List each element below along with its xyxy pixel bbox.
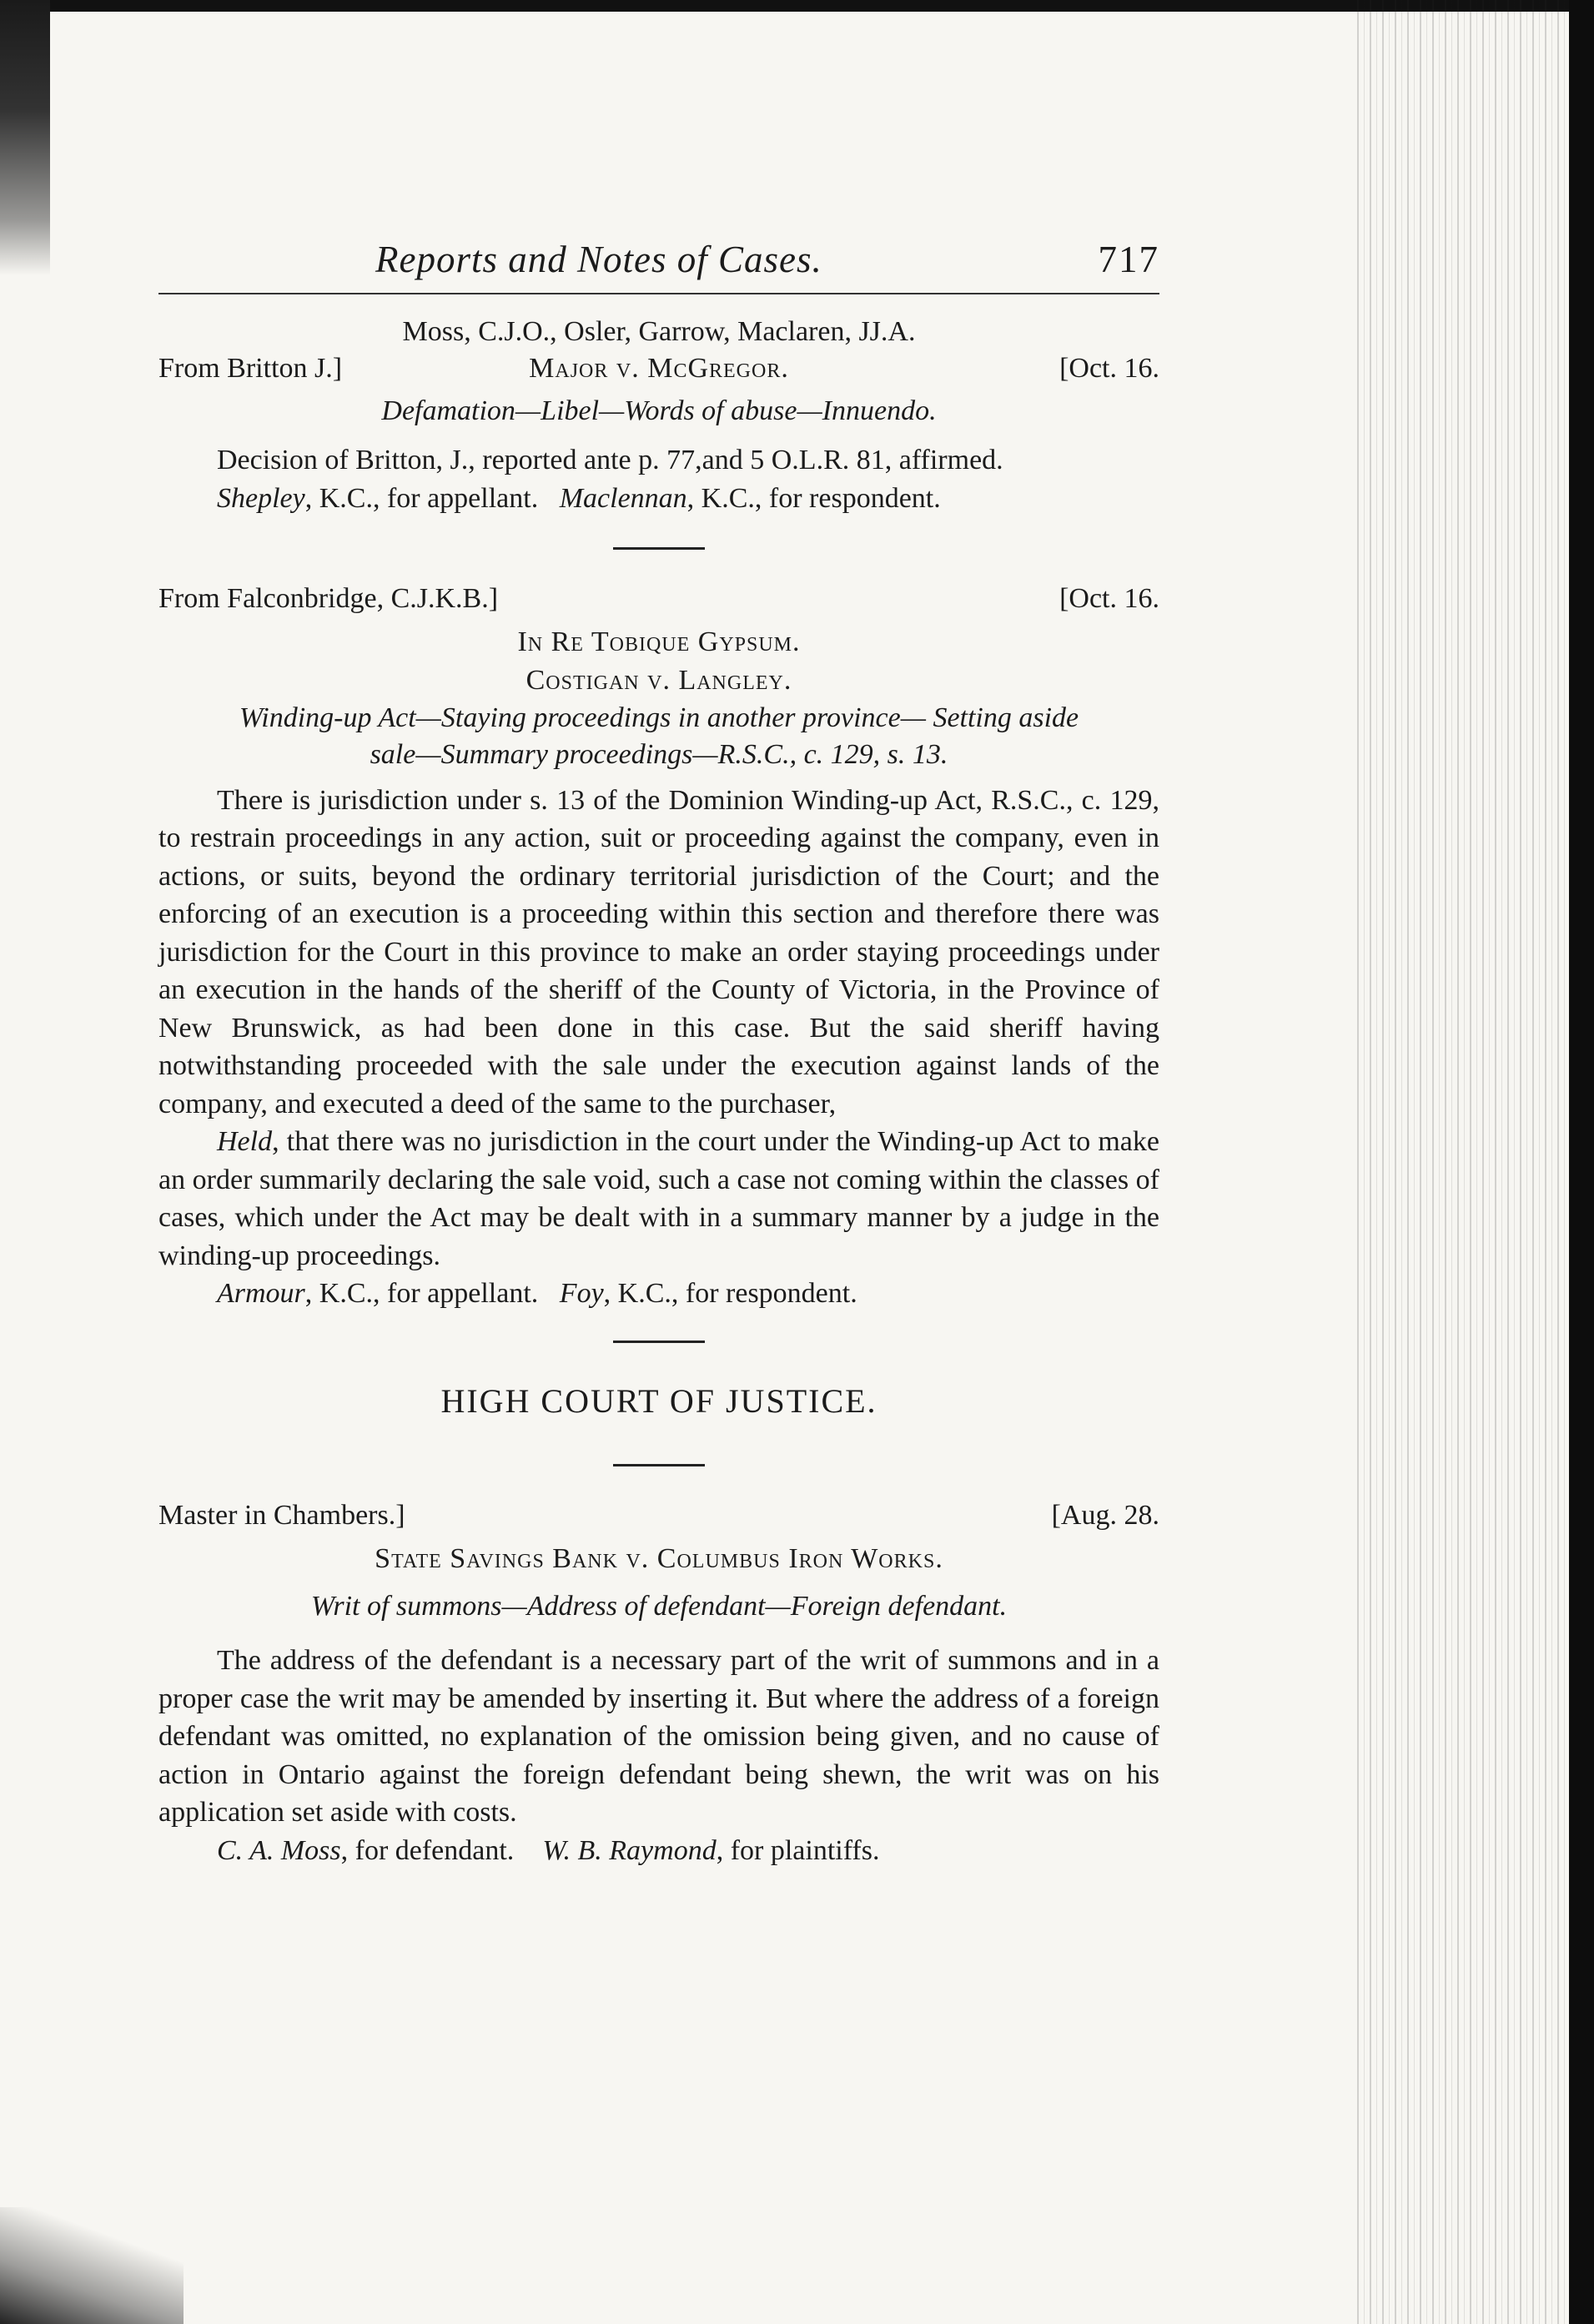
page-number: 717 (1098, 239, 1159, 280)
case-date: [Oct. 16. (1059, 582, 1159, 614)
page-header (158, 229, 1159, 288)
counsel-line (158, 1275, 1159, 1312)
case-body (158, 441, 1159, 480)
scan-edge-right (1569, 0, 1594, 2324)
held-text: , that there was no jurisdiction in the court under the Winding-up Act to make an order summarily declaring the sale void, such a case not coming within the classes of cases, which under the Act may be dealt with in a summary manner by a judge in the winding-up proceedings. (158, 1126, 1159, 1271)
plaintiff-counsel-role: , for plaintiffs. (716, 1834, 880, 1866)
case-title: Major v. McGregor. (529, 353, 789, 384)
page (158, 229, 1159, 1869)
plaintiff-counsel-name: W. B. Raymond (542, 1834, 717, 1866)
case-subject: Defamation—Libel—Words of abuse—Innuendo. (381, 395, 937, 426)
section-separator (613, 1341, 705, 1343)
held-word: Held (217, 1126, 273, 1157)
respondent-counsel-name: Foy (559, 1278, 604, 1309)
case-header-row (158, 353, 1159, 393)
appellant-counsel-name: Armour (217, 1278, 305, 1309)
bench-judges: Moss, C.J.O., Osler, Garrow, Maclaren, JJ.A. (402, 316, 916, 347)
respondent-counsel-role: , K.C., for respondent. (603, 1278, 857, 1309)
case-title-line-2: Costigan v. Langley. (525, 664, 792, 696)
appellant-counsel-role: , K.C., for appellant. (304, 482, 539, 514)
case-subject-line-2: sale—Summary proceedings—R.S.C., c. 129, s. 13. (370, 738, 948, 770)
section-separator (613, 547, 705, 550)
counsel-line (158, 480, 1159, 517)
defendant-counsel-name: C. A. Moss (217, 1834, 341, 1866)
case-from: From Britton J.] (158, 353, 343, 384)
running-title: Reports and Notes of Cases. (375, 239, 822, 280)
scan-shadow-bottom-left (0, 2207, 184, 2324)
case-from: From Falconbridge, C.J.K.B.] (158, 582, 499, 614)
case-state-savings-bank (158, 1500, 1159, 1869)
case-subject-line-1: Winding-up Act—Staying proceedings in another province— Setting aside (239, 702, 1079, 733)
section-separator (613, 1464, 705, 1466)
headnote-paragraph: The address of the defendant is a necessary part of the writ of summons and in a proper case the writ may be amended by inserting it. But where the address of a foreign defendant was omitted, no explanation of the omission being given, and no cause of action in Ontario against the foreign defendant being shewn, the writ was on his application set aside with costs. (158, 1645, 1159, 1828)
case-date: [Oct. 16. (1059, 353, 1159, 384)
respondent-counsel-role: , K.C., for respondent. (686, 482, 941, 514)
defendant-counsel-role: , for defendant. (340, 1834, 515, 1866)
case-from: Master in Chambers.] (158, 1500, 405, 1531)
scan-shadow-top-left (0, 0, 50, 275)
scan-gutter-grain (1352, 0, 1569, 2324)
appellant-counsel-role: , K.C., for appellant. (304, 1278, 539, 1309)
court-heading: HIGH COURT OF JUSTICE. (440, 1382, 877, 1420)
headnote-paragraph: There is jurisdiction under s. 13 of the Dominion Winding-up Act, R.S.C., c. 129, to restrain proceedings in any action, suit or proceeding against the company, even in actions, or suits, beyond the ordinary territorial jurisdiction of the Court; and the enforcing of an execution is a proceeding within this section and therefore there was jurisdiction for the Court in this province to make an order staying proceedings under an execution in the hands of the sheriff of the County of Victoria, in the Province of New Brunswick, as had been done in this case. But the said sheriff having notwithstanding proceeded with the sale under the execution against lands of the company, and executed a deed of the same to the purchaser, (158, 784, 1159, 1119)
respondent-counsel-name: Maclennan (559, 482, 687, 514)
decision-text: Decision of Britton, J., reported ante p. 77,and 5 O.L.R. 81, affirmed. (217, 445, 1003, 475)
case-title: State Savings Bank v. Columbus Iron Works. (375, 1543, 943, 1574)
case-body (158, 782, 1159, 1275)
header-rule (158, 293, 1159, 294)
counsel-line (158, 1832, 1159, 1869)
case-date: [Aug. 28. (1051, 1500, 1159, 1531)
case-header-row (158, 583, 1159, 623)
case-subject: Writ of summons—Address of defendant—Foreign defendant. (310, 1591, 1008, 1622)
held-paragraph (158, 1123, 1159, 1275)
case-tobique-gypsum (158, 583, 1159, 1313)
appellant-counsel-name: Shepley (217, 482, 305, 514)
case-body (158, 1642, 1159, 1832)
case-title-line-1: In Re Tobique Gypsum. (517, 626, 801, 657)
case-major-v-mcgregor (158, 316, 1159, 517)
case-header-row (158, 1500, 1159, 1540)
